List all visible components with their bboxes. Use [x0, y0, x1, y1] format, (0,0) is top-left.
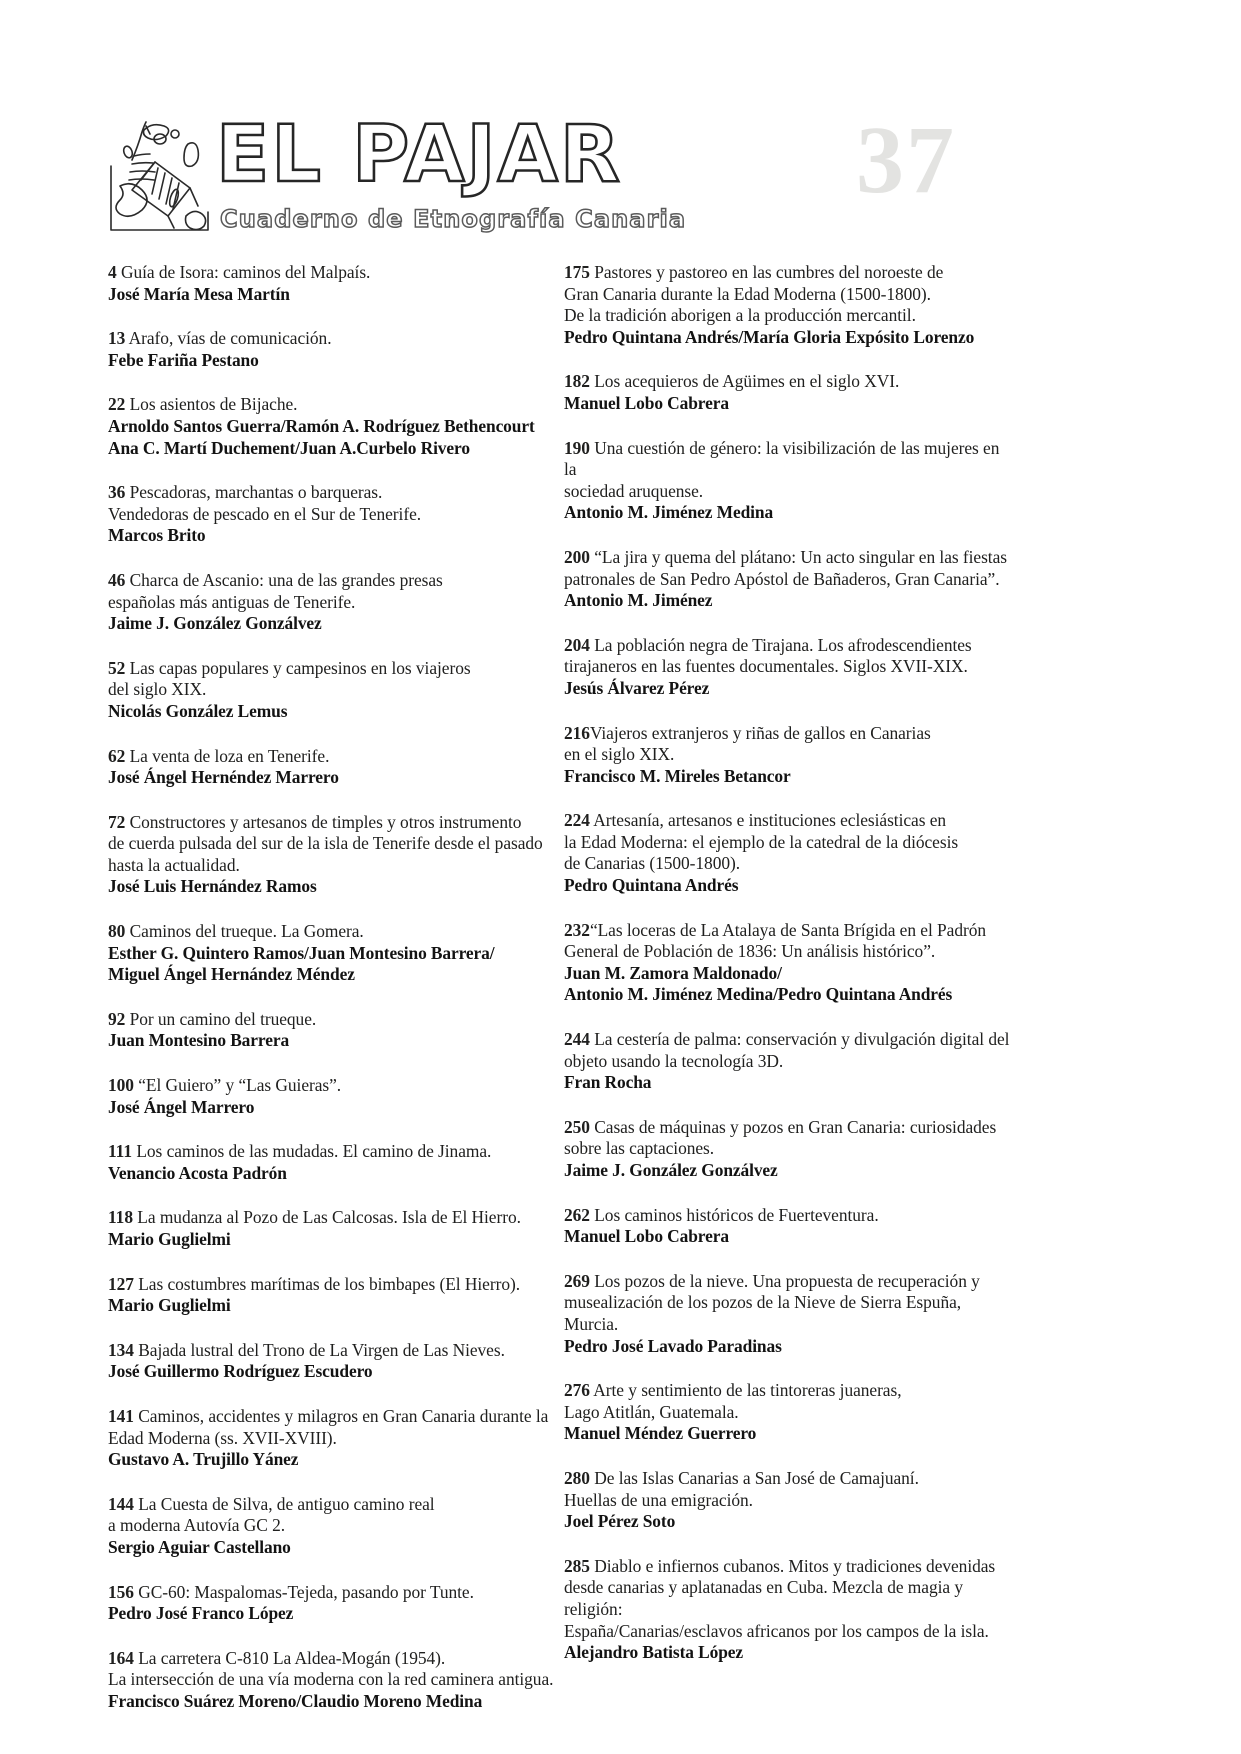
toc-entry-author-line: Pedro Quintana Andrés: [564, 875, 739, 896]
toc-entry-author-line: Ana C. Martí Duchement/Juan A.Curbelo Rivero: [108, 437, 470, 458]
toc-entry-title-line: 52 Las capas populares y campesinos en los viajeros: [108, 657, 471, 678]
toc-entry-title-line: de cuerda pulsada del sur de la isla de Tenerife desde el pasado: [108, 833, 543, 854]
toc-entry-title-line: 285 Diablo e infiernos cubanos. Mitos y tradiciones devenidas: [564, 1555, 996, 1576]
toc-entry-author-line: José María Mesa Martín: [108, 283, 290, 304]
toc-entry-title-line: La intersección de una vía moderna con la red caminera antigua.: [108, 1669, 554, 1690]
toc-entry-page-number: 244: [564, 1029, 590, 1050]
toc-entry-title-line: tirajaneros en las fuentes documentales. Siglos XVII-XIX.: [564, 656, 968, 677]
toc-entry-page-number: 52: [108, 657, 126, 678]
toc-entry[interactable]: [564, 1117, 1014, 1182]
toc-entry-title-line: 127 Las costumbres marítimas de los bimbapes (El Hierro).: [108, 1273, 521, 1294]
toc-entry[interactable]: [108, 921, 558, 986]
toc-entry-authors: [108, 1229, 558, 1251]
toc-entry-title-line: Gran Canaria durante la Edad Moderna (1500-1800).: [564, 283, 931, 304]
toc-entry-authors: [564, 1642, 1014, 1664]
toc-entry-title-line: a moderna Autovía GC 2.: [108, 1515, 286, 1536]
toc-entry-author-line: Mario Guglielmi: [108, 1295, 231, 1316]
toc-column-left: [108, 262, 558, 1736]
toc-entry-title: [108, 570, 558, 613]
toc-entry-page-number: 175: [564, 262, 590, 282]
toc-entry[interactable]: [108, 1340, 558, 1383]
toc-entry[interactable]: [108, 262, 558, 305]
toc-entry-title: [564, 723, 1014, 766]
toc-entry-title: [108, 1075, 558, 1097]
toc-entry-author-line: Jaime J. González Gonzálvez: [564, 1160, 778, 1180]
toc-entry-title-line: 164 La carretera C-810 La Aldea-Mogán (1954).: [108, 1647, 446, 1668]
toc-entry-title-line: 269 Los pozos de la nieve. Una propuesta de recuperación y: [564, 1270, 980, 1291]
logo-subtitle-text: Cuaderno de Etnografía Canaria: [220, 205, 687, 233]
issue-number: 37: [856, 106, 956, 213]
toc-entry-title-line: 204 La población negra de Tirajana. Los afrodescendientes: [564, 634, 972, 655]
toc-entry-page-number: 80: [108, 921, 126, 942]
toc-entry-title-line: 216Viajeros extranjeros y riñas de gallos en Canarias: [564, 722, 931, 743]
toc-entry-title-line: 175 Pastores y pastoreo en las cumbres del noroeste de: [564, 262, 944, 282]
toc-entry-authors: [108, 613, 558, 635]
toc-entry-authors: [564, 766, 1014, 788]
toc-entry-author-line: Sergio Aguiar Castellano: [108, 1536, 291, 1557]
toc-entry[interactable]: [108, 1274, 558, 1317]
toc-entry-title-line: 111 Los caminos de las mudadas. El camino de Jinama.: [108, 1141, 492, 1162]
toc-entry-page-number: 144: [108, 1493, 134, 1514]
toc-entry-title: [564, 635, 1014, 678]
toc-entry[interactable]: [108, 812, 558, 898]
toc-entry-title-line: De la tradición aborigen a la producción mercantil.: [564, 305, 916, 326]
toc-entry-title-line: 276 Arte y sentimiento de las tintoreras juaneras,: [564, 1380, 902, 1401]
toc-entry-title: [108, 328, 558, 350]
toc-entry-page-number: 190: [564, 437, 590, 458]
toc-entry-page-number: 111: [108, 1141, 133, 1162]
toc-entry-authors: [108, 943, 558, 986]
toc-entry-title-line: 262 Los caminos históricos de Fuerteventura.: [564, 1204, 879, 1225]
toc-entry-title: [108, 1494, 558, 1537]
toc-entry-title-line: en el siglo XIX.: [564, 744, 675, 765]
toc-entry[interactable]: [108, 1494, 558, 1559]
toc-entry[interactable]: [564, 1029, 1014, 1094]
toc-entry-authors: [108, 525, 558, 547]
toc-entry[interactable]: [564, 1205, 1014, 1248]
toc-entry-title-line: 200 “La jira y quema del plátano: Un acto singular en las fiestas: [564, 546, 1007, 567]
toc-entry-title: [564, 1556, 1014, 1642]
toc-entry[interactable]: [108, 482, 558, 547]
toc-entry-author-line: Francisco Suárez Moreno/Claudio Moreno Medina: [108, 1690, 483, 1711]
logo-title-text: EL PAJAR: [216, 118, 622, 198]
toc-entry-title-line: 46 Charca de Ascanio: una de las grandes presas: [108, 569, 443, 590]
toc-entry-page-number: 118: [108, 1207, 133, 1228]
toc-entry[interactable]: [108, 1009, 558, 1052]
toc-entry-title: [108, 262, 558, 284]
pajar-emblem-icon: [108, 120, 213, 232]
toc-entry-title-line: desde canarias y aplatanadas en Cuba. Mezcla de magia y religión:: [564, 1577, 963, 1619]
toc-entry-author-line: Pedro José Lavado Paradinas: [564, 1335, 782, 1356]
toc-entry-author-line: Manuel Méndez Guerrero: [564, 1423, 757, 1444]
toc-entry-title-line: Lago Atitlán, Guatemala.: [564, 1401, 739, 1422]
toc-entry-authors: [108, 284, 558, 306]
toc-entry-title: [108, 746, 558, 768]
toc-entry-authors: [564, 1336, 1014, 1358]
toc-entry-title: [564, 920, 1014, 963]
toc-entry-title-line: 118 La mudanza al Pozo de Las Calcosas. Isla de El Hierro.: [108, 1207, 521, 1228]
toc-entry-authors: [108, 701, 558, 723]
toc-entry-title-line: 22 Los asientos de Bijache.: [108, 394, 298, 415]
toc-entry-page-number: 127: [108, 1273, 134, 1294]
toc-entry-authors: [108, 416, 558, 459]
toc-entry-authors: [108, 350, 558, 372]
toc-entry[interactable]: [108, 328, 558, 371]
toc-entry[interactable]: [108, 1141, 558, 1184]
toc-entry[interactable]: [564, 262, 1014, 348]
toc-entry[interactable]: [564, 1556, 1014, 1664]
toc-entry-author-line: Jesús Álvarez Pérez: [564, 677, 710, 698]
toc-entry-authors: [564, 875, 1014, 897]
toc-entry-author-line: Joel Pérez Soto: [564, 1511, 676, 1532]
logo-subtitle: [220, 204, 800, 234]
toc-entry-title-line: 224 Artesanía, artesanos e instituciones eclesiásticas en: [564, 810, 947, 831]
toc-entry-title-line: patronales de San Pedro Apóstol de Bañaderos, Gran Canaria”.: [564, 568, 1000, 589]
toc-entry-page-number: 224: [564, 810, 590, 831]
toc-entry-authors: [108, 1603, 558, 1625]
toc-entry-author-line: José Ángel Marrero: [108, 1096, 255, 1117]
toc-entry-title: [108, 1648, 558, 1691]
toc-entry-title-line: hasta la actualidad.: [108, 854, 240, 875]
toc-entry-authors: [108, 1361, 558, 1383]
toc-entry[interactable]: [108, 1582, 558, 1625]
toc-entry-page-number: 62: [108, 745, 126, 766]
toc-entry-author-line: Arnoldo Santos Guerra/Ramón A. Rodríguez Bethencourt: [108, 415, 535, 436]
toc-entry-title-line: 80 Caminos del trueque. La Gomera.: [108, 921, 364, 942]
toc-entry-title: [108, 812, 558, 877]
toc-entry-authors: [108, 1030, 558, 1052]
toc-entry-title-line: 100 “El Guiero” y “Las Guieras”.: [108, 1075, 342, 1096]
toc-entry-title-line: Edad Moderna (ss. XVII-XVIII).: [108, 1427, 337, 1448]
toc-entry-author-line: Nicolás González Lemus: [108, 700, 288, 721]
toc-entry[interactable]: [108, 1075, 558, 1118]
toc-entry-authors: [108, 1449, 558, 1471]
toc-entry-authors: [108, 1691, 558, 1713]
toc-entry-page-number: 250: [564, 1116, 590, 1137]
toc-entry-title-line: 232“Las loceras de La Atalaya de Santa Brígida en el Padrón: [564, 919, 987, 940]
toc-entry-title: [108, 1340, 558, 1362]
toc-entry-title: [108, 921, 558, 943]
toc-entry-title: [564, 1380, 1014, 1423]
toc-entry-title: [564, 1271, 1014, 1336]
toc-entry-title: [108, 1274, 558, 1296]
toc-entry-authors: [564, 590, 1014, 612]
toc-column-right: [564, 262, 1014, 1687]
toc-entry-title-line: 72 Constructores y artesanos de timples y otros instrumento: [108, 811, 522, 832]
toc-entry[interactable]: [108, 1406, 558, 1471]
toc-entry-author-line: Marcos Brito: [108, 525, 206, 546]
toc-entry-title: [108, 1207, 558, 1229]
toc-entry[interactable]: [564, 723, 1014, 788]
toc-entry-title-line: 134 Bajada lustral del Trono de La Virgen de Las Nieves.: [108, 1339, 505, 1360]
toc-entry-title: [564, 1029, 1014, 1072]
toc-entry[interactable]: [564, 371, 1014, 414]
toc-entry-title-line: 13 Arafo, vías de comunicación.: [108, 328, 332, 349]
toc-entry-title-line: objeto usando la tecnología 3D.: [564, 1050, 784, 1071]
toc-entry-title-line: 190 Una cuestión de género: la visibilización de las mujeres en la: [564, 437, 1000, 480]
toc-entry-title: [108, 658, 558, 701]
toc-entry-title-line: la Edad Moderna: el ejemplo de la catedral de la diócesis: [564, 831, 959, 852]
toc-entry-page-number: 72: [108, 811, 126, 832]
toc-entry[interactable]: [108, 746, 558, 789]
toc-entry-authors: [108, 767, 558, 789]
toc-entry-title-line: 182 Los acequieros de Agüimes en el siglo XVI.: [564, 371, 900, 392]
toc-entry-authors: [564, 1423, 1014, 1445]
toc-entry-title-line: 92 Por un camino del trueque.: [108, 1008, 317, 1029]
toc-entry-author-line: José Ángel Hernéndez Marrero: [108, 767, 339, 788]
toc-entry-title-line: españolas más antiguas de Tenerife.: [108, 591, 356, 612]
toc-entry-author-line: Antonio M. Jiménez Medina/Pedro Quintana Andrés: [564, 984, 953, 1005]
toc-entry-title: [564, 1468, 1014, 1511]
toc-entry-title-line: 4 Guía de Isora: caminos del Malpaís.: [108, 262, 371, 282]
toc-entry-page-number: 36: [108, 482, 126, 503]
toc-entry-author-line: Manuel Lobo Cabrera: [564, 392, 729, 413]
toc-entry-page-number: 156: [108, 1581, 134, 1602]
toc-entry-authors: [108, 876, 558, 898]
toc-entry-authors: [564, 393, 1014, 415]
toc-entry-title: [564, 438, 1014, 503]
toc-entry-page-number: 164: [108, 1647, 134, 1668]
toc-entry-title: [564, 547, 1014, 590]
toc-entry[interactable]: [564, 810, 1014, 896]
toc-entry-title-line: 62 La venta de loza en Tenerife.: [108, 745, 330, 766]
toc-entry-authors: [564, 1072, 1014, 1094]
toc-entry-author-line: Francisco M. Mireles Betancor: [564, 765, 791, 786]
toc-entry-page-number: 141: [108, 1405, 134, 1426]
toc-entry-title-line: 144 La Cuesta de Silva, de antiguo camino real: [108, 1493, 435, 1514]
toc-entry[interactable]: [108, 658, 558, 723]
toc-entry-author-line: Mario Guglielmi: [108, 1229, 231, 1249]
toc-entry-author-line: Manuel Lobo Cabrera: [564, 1226, 729, 1247]
toc-entry-title-line: 156 GC-60: Maspalomas-Tejeda, pasando por Tunte.: [108, 1581, 474, 1602]
toc-entry-page-number: 276: [564, 1380, 590, 1401]
toc-entry-author-line: José Luis Hernández Ramos: [108, 876, 317, 897]
toc-entry-title-line: sobre las captaciones.: [564, 1138, 715, 1159]
toc-entry-author-line: Antonio M. Jiménez: [564, 590, 713, 611]
toc-entry-authors: [564, 963, 1014, 1006]
toc-entry-authors: [564, 678, 1014, 700]
toc-entry-author-line: Juan Montesino Barrera: [108, 1030, 290, 1051]
toc-entry-page-number: 100: [108, 1075, 134, 1096]
toc-entry-title-line: del siglo XIX.: [108, 679, 207, 700]
toc-entry-title-line: España/Canarias/esclavos africanos por los campos de la isla.: [564, 1620, 989, 1641]
logo-wordmark-el-pajar: [216, 118, 706, 198]
toc-entry-page-number: 280: [564, 1467, 590, 1488]
toc-entry[interactable]: [564, 1271, 1014, 1357]
toc-entry-page-number: 4: [108, 262, 117, 282]
toc-entry-page-number: 200: [564, 546, 590, 567]
toc-entry-title: [564, 262, 1014, 327]
masthead: [0, 0, 1241, 255]
toc-entry-authors: [108, 1163, 558, 1185]
toc-entry[interactable]: [564, 1468, 1014, 1533]
toc-entry-title: [108, 482, 558, 525]
toc-entry-page-number: 134: [108, 1339, 134, 1360]
toc-entry-title: [564, 1117, 1014, 1160]
toc-entry-authors: [564, 502, 1014, 524]
toc-entry-author-line: Esther G. Quintero Ramos/Juan Montesino Barrera/: [108, 942, 495, 963]
toc-entry-title-line: musealización de los pozos de la Nieve de Sierra Espuña, Murcia.: [564, 1292, 962, 1334]
toc-entry-page-number: 182: [564, 371, 590, 392]
toc-entry-author-line: Gustavo A. Trujillo Yánez: [108, 1449, 299, 1470]
toc-entry-authors: [564, 1160, 1014, 1182]
toc-entry-title-line: Huellas de una emigración.: [564, 1489, 753, 1510]
toc-entry-title: [108, 1141, 558, 1163]
toc-entry[interactable]: [564, 438, 1014, 524]
toc-entry-author-line: Pedro Quintana Andrés/María Gloria Expósito Lorenzo: [564, 326, 975, 347]
toc-entry-author-line: Antonio M. Jiménez Medina: [564, 502, 774, 523]
toc-entry-page-number: 232: [564, 919, 590, 940]
toc-entry-title-line: de Canarias (1500-1800).: [564, 853, 741, 874]
toc-entry-page-number: 262: [564, 1204, 590, 1225]
toc-entry[interactable]: [564, 920, 1014, 1006]
toc-entry-author-line: Jaime J. González Gonzálvez: [108, 613, 322, 634]
toc-entry-authors: [108, 1295, 558, 1317]
toc-entry-title-line: 244 La cestería de palma: conservación y divulgación digital del: [564, 1029, 1010, 1050]
toc-entry[interactable]: [108, 394, 558, 459]
toc-entry-title-line: Vendedoras de pescado en el Sur de Tenerife.: [108, 503, 422, 524]
toc-entry-authors: [108, 1097, 558, 1119]
toc-entry-page-number: 269: [564, 1270, 590, 1291]
toc-entry-title-line: 36 Pescadoras, marchantas o barqueras.: [108, 482, 383, 503]
toc-entry[interactable]: [108, 570, 558, 635]
toc-entry-title: [108, 1582, 558, 1604]
toc-entry-author-line: Fran Rocha: [564, 1072, 652, 1093]
toc-entry-author-line: Alejandro Batista López: [564, 1642, 744, 1663]
toc-entry-title-line: 280 De las Islas Canarias a San José de Camajuaní.: [564, 1467, 919, 1488]
toc-entry-title: [108, 1009, 558, 1031]
toc-entry-authors: [564, 1226, 1014, 1248]
toc-entry-title: [564, 1205, 1014, 1227]
toc-entry-title-line: sociedad aruquense.: [564, 480, 704, 501]
toc-entry-title-line: General de Población de 1836: Un análisis histórico”.: [564, 941, 936, 962]
toc-entry[interactable]: [108, 1207, 558, 1250]
toc-entry[interactable]: [564, 1380, 1014, 1445]
toc-entry-author-line: Febe Fariña Pestano: [108, 349, 259, 370]
toc-entry-authors: [108, 1537, 558, 1559]
toc-entry-page-number: 13: [108, 328, 126, 349]
toc-entry-title: [108, 1406, 558, 1449]
toc-entry-title: [564, 810, 1014, 875]
toc-entry-page-number: 22: [108, 394, 126, 415]
toc-entry-author-line: Venancio Acosta Padrón: [108, 1162, 287, 1183]
toc-entry-author-line: José Guillermo Rodríguez Escudero: [108, 1361, 373, 1382]
toc-entry-page-number: 46: [108, 569, 126, 590]
journal-logo: [108, 118, 708, 238]
toc-entry-page-number: 216: [564, 722, 590, 743]
toc-entry[interactable]: [108, 1648, 558, 1713]
toc-entry-page-number: 285: [564, 1555, 590, 1576]
toc-entry-page-number: 92: [108, 1008, 126, 1029]
toc-entry-author-line: Miguel Ángel Hernández Méndez: [108, 964, 355, 985]
toc-entry-authors: [564, 1511, 1014, 1533]
toc-entry-title: [108, 394, 558, 416]
toc-entry-title-line: 141 Caminos, accidentes y milagros en Gran Canaria durante la: [108, 1405, 549, 1426]
toc-entry-page-number: 204: [564, 634, 590, 655]
toc-entry-title: [564, 371, 1014, 393]
toc-entry[interactable]: [564, 547, 1014, 612]
toc-entry[interactable]: [564, 635, 1014, 700]
toc-entry-author-line: Juan M. Zamora Maldonado/: [564, 962, 782, 983]
toc-entry-title-line: 250 Casas de máquinas y pozos en Gran Canaria: curiosidades: [564, 1116, 997, 1137]
toc-entry-author-line: Pedro José Franco López: [108, 1603, 294, 1624]
toc-entry-authors: [564, 327, 1014, 349]
